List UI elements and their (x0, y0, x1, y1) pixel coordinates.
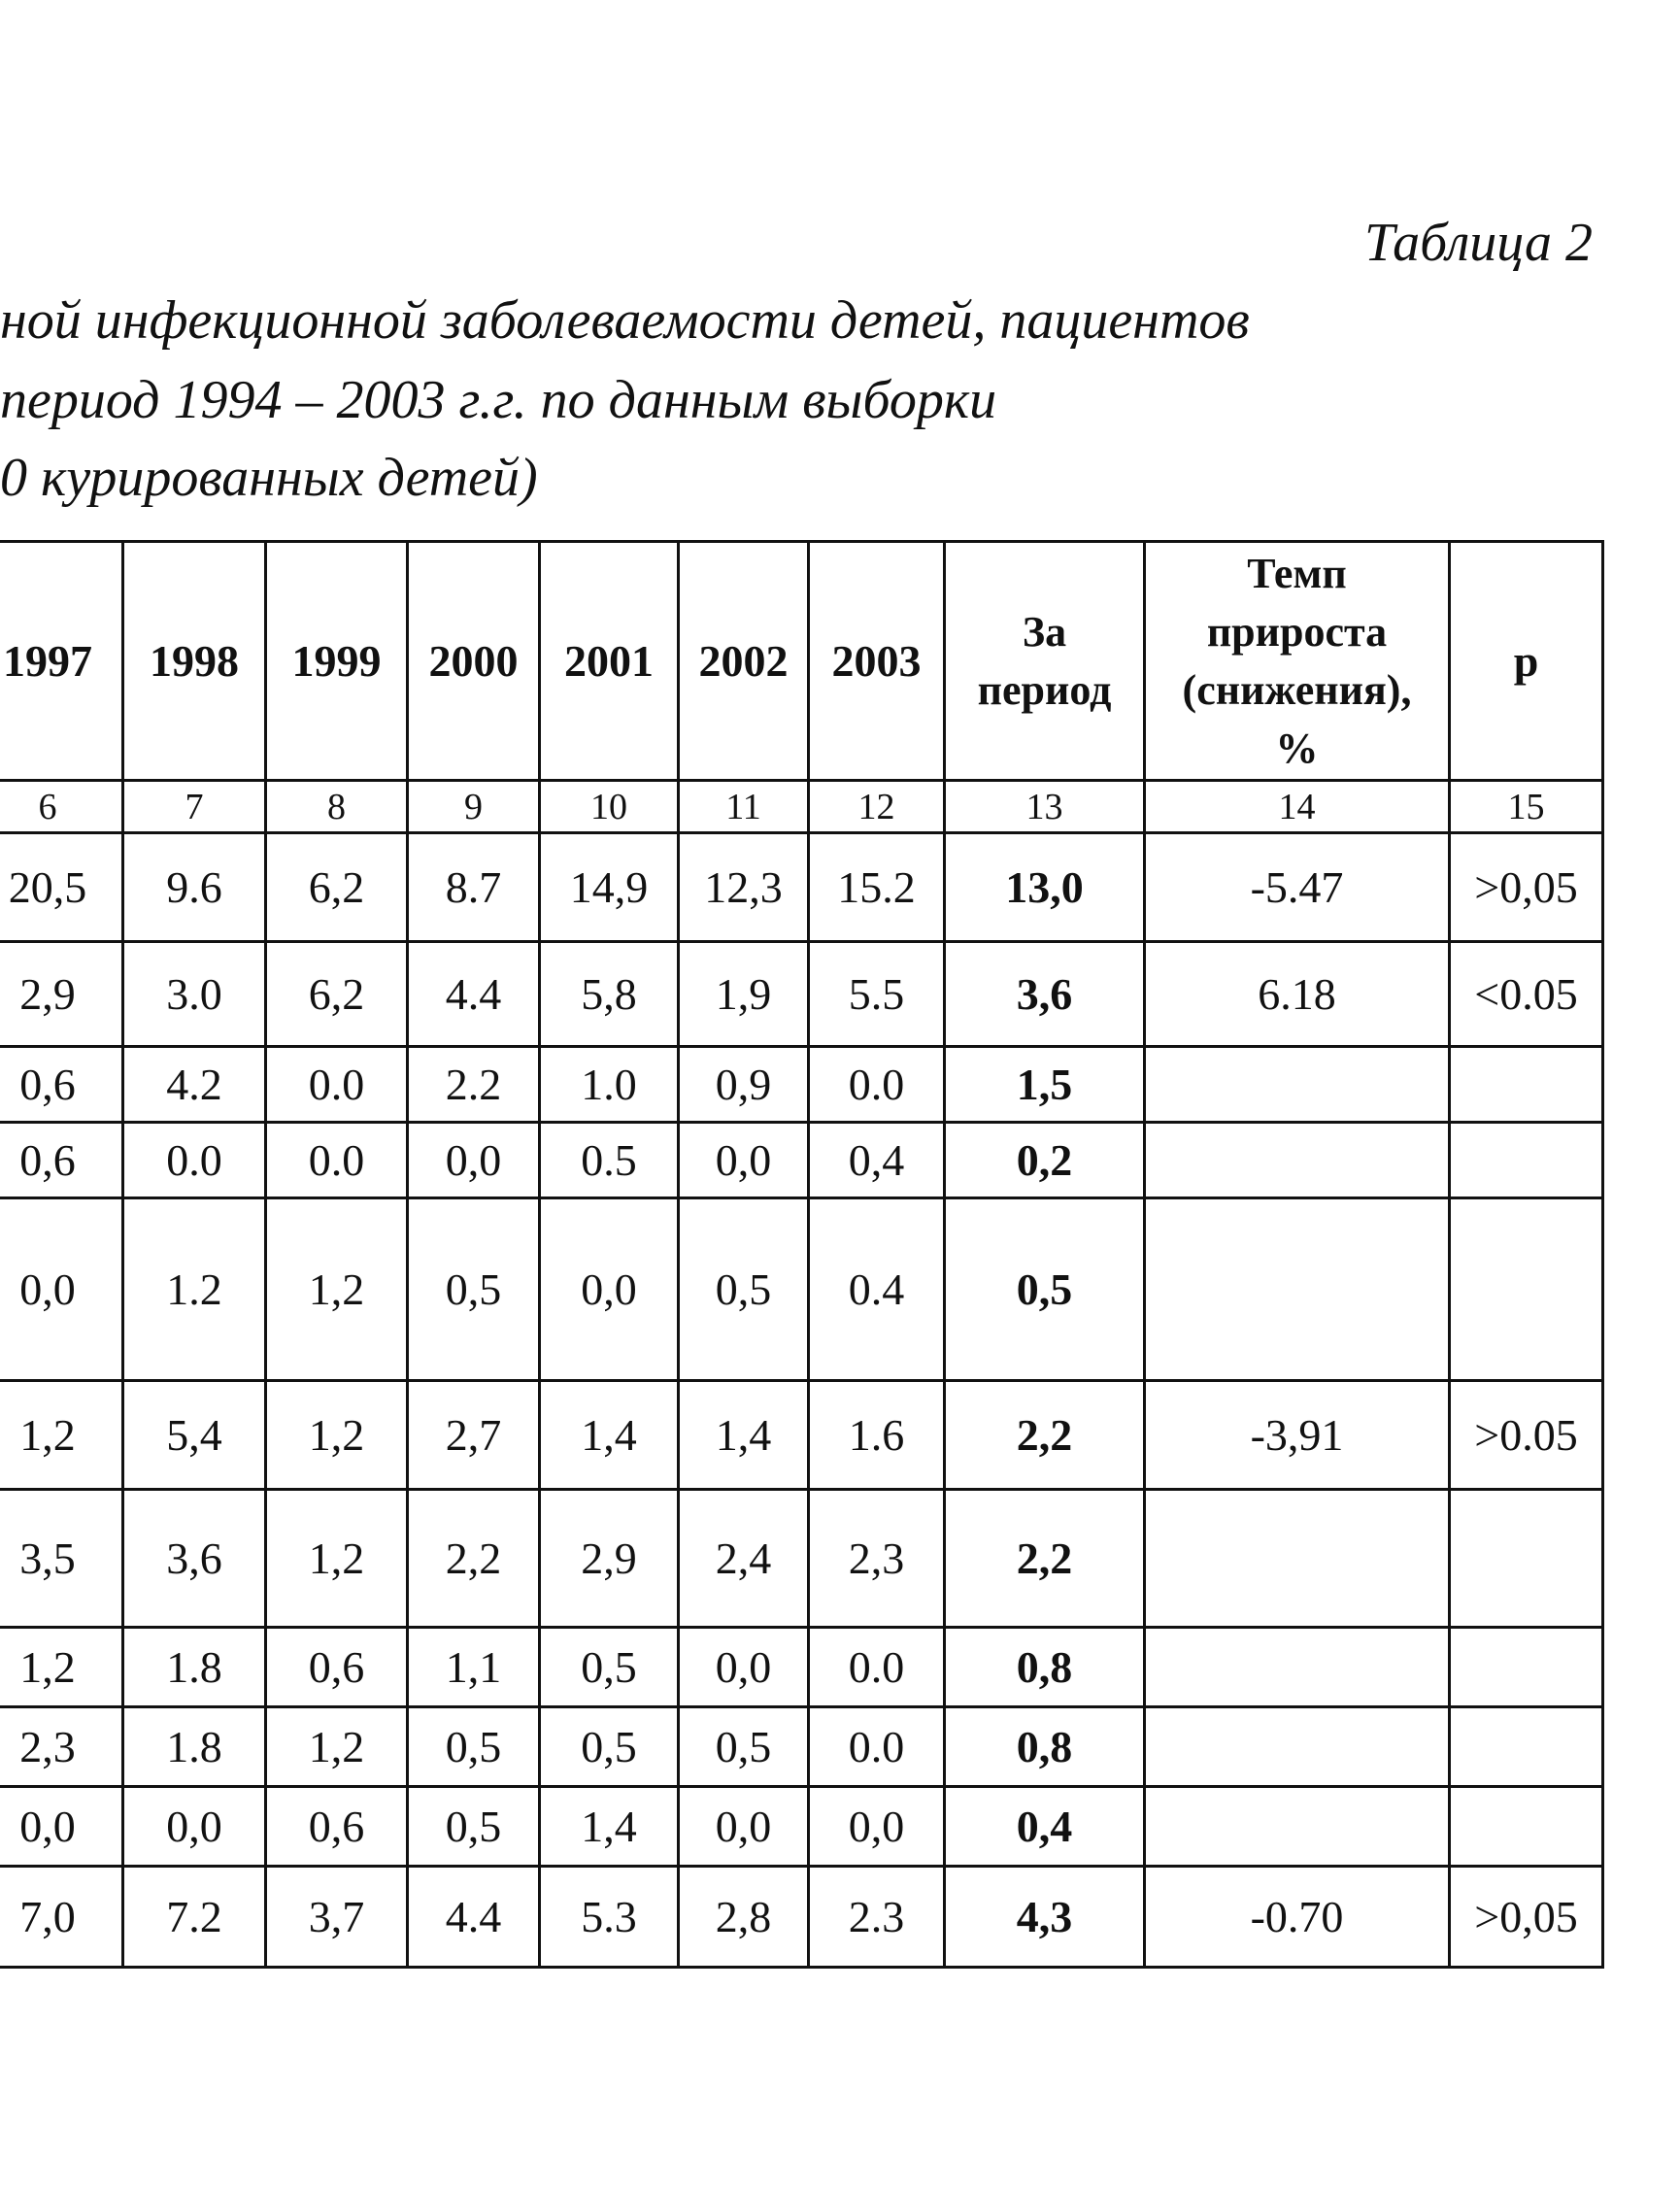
table-cell-y2003: 5.5 (809, 942, 945, 1047)
table-cell-growth (1145, 1047, 1450, 1123)
table-cell-y1999: 0,6 (266, 1628, 408, 1707)
table-row (0, 833, 1603, 942)
table-cell-growth: -3,91 (1145, 1381, 1450, 1490)
table-cell-period: 0,8 (945, 1628, 1145, 1707)
table-cell-y1997: 0,0 (0, 1787, 123, 1867)
table-row (0, 1490, 1603, 1628)
table-cell-y1997: 2,9 (0, 942, 123, 1047)
table-cell-y2003: 0,4 (809, 1123, 945, 1198)
table-cell-y2000: 0,5 (408, 1198, 540, 1381)
table-cell-y1997: 1,2 (0, 1381, 123, 1490)
col-header-2001: 2001 (540, 542, 679, 781)
table-cell-y2003: 2.3 (809, 1867, 945, 1968)
table-cell-growth: -0.70 (1145, 1867, 1450, 1968)
table-caption-line-2: период 1994 – 2003 г.г. по данным выборки (0, 370, 997, 430)
table-cell-y2000: 4.4 (408, 942, 540, 1047)
col-header-1997: 1997 (0, 542, 123, 781)
table-cell-y2000: 2,2 (408, 1490, 540, 1628)
table-cell-y2002: 2,8 (679, 1867, 809, 1968)
table-cell-y2003: 0.0 (809, 1628, 945, 1707)
table-cell-y2003: 1.6 (809, 1381, 945, 1490)
table-cell-p (1450, 1198, 1603, 1381)
table-cell-period: 2,2 (945, 1381, 1145, 1490)
table-cell-p (1450, 1123, 1603, 1198)
table-row (0, 1628, 1603, 1707)
table-cell-y2000: 2.2 (408, 1047, 540, 1123)
table-cell-y1999: 1,2 (266, 1490, 408, 1628)
table-cell-y2003: 0.0 (809, 1707, 945, 1787)
table-cell-y2002: 1,9 (679, 942, 809, 1047)
table-cell-y2002: 1,4 (679, 1381, 809, 1490)
table-cell-y1999: 1,2 (266, 1707, 408, 1787)
column-number: 13 (945, 781, 1145, 833)
table-cell-p: >0,05 (1450, 1867, 1603, 1968)
col-header-1999: 1999 (266, 542, 408, 781)
table-cell-y2002: 0,0 (679, 1787, 809, 1867)
table-cell-y1997: 1,2 (0, 1628, 123, 1707)
table-cell-period: 1,5 (945, 1047, 1145, 1123)
table-cell-y2000: 8.7 (408, 833, 540, 942)
table-cell-y1998: 1.2 (123, 1198, 266, 1381)
table-cell-y2000: 4.4 (408, 1867, 540, 1968)
table-cell-y2002: 0,9 (679, 1047, 809, 1123)
table-row (0, 1381, 1603, 1490)
table-row (0, 1787, 1603, 1867)
table-cell-y1999: 1,2 (266, 1381, 408, 1490)
table-row (0, 1707, 1603, 1787)
table-cell-y2002: 0,5 (679, 1198, 809, 1381)
table-cell-y1998: 7.2 (123, 1867, 266, 1968)
table-cell-period: 0,5 (945, 1198, 1145, 1381)
table-cell-y1999: 6,2 (266, 833, 408, 942)
table-cell-y1999: 1,2 (266, 1198, 408, 1381)
table-cell-y2000: 1,1 (408, 1628, 540, 1707)
table-cell-p (1450, 1628, 1603, 1707)
table-cell-y2001: 1,4 (540, 1787, 679, 1867)
table-cell-p (1450, 1490, 1603, 1628)
table-cell-y1997: 0,6 (0, 1123, 123, 1198)
header-row (0, 542, 1603, 781)
column-number: 6 (0, 781, 123, 833)
table-row (0, 1047, 1603, 1123)
table-cell-y1998: 9.6 (123, 833, 266, 942)
column-number: 15 (1450, 781, 1603, 833)
col-header-period-line: период (977, 665, 1112, 714)
table-cell-y2001: 14,9 (540, 833, 679, 942)
column-number: 10 (540, 781, 679, 833)
table-cell-growth (1145, 1628, 1450, 1707)
column-number: 8 (266, 781, 408, 833)
col-header-growth-line: (снижения), (1182, 665, 1412, 714)
table-cell-y1999: 6,2 (266, 942, 408, 1047)
table-cell-y2001: 1,4 (540, 1381, 679, 1490)
col-header-2000: 2000 (408, 542, 540, 781)
table-cell-period: 2,2 (945, 1490, 1145, 1628)
column-number: 11 (679, 781, 809, 833)
col-header-2002: 2002 (679, 542, 809, 781)
col-header-growth-line: % (1275, 724, 1319, 772)
table-cell-y2001: 0,5 (540, 1707, 679, 1787)
table-cell-p (1450, 1707, 1603, 1787)
table-cell-y1998: 3.0 (123, 942, 266, 1047)
table-cell-period: 4,3 (945, 1867, 1145, 1968)
table-cell-y2001: 0,5 (540, 1628, 679, 1707)
table-cell-y2002: 2,4 (679, 1490, 809, 1628)
table-cell-growth (1145, 1707, 1450, 1787)
table-cell-y2000: 0,5 (408, 1787, 540, 1867)
table-cell-y2001: 1.0 (540, 1047, 679, 1123)
table-caption-line-3: 0 курированных детей) (0, 448, 538, 508)
table-cell-y2001: 0.5 (540, 1123, 679, 1198)
table-cell-y1999: 3,7 (266, 1867, 408, 1968)
column-number: 14 (1145, 781, 1450, 833)
table-row (0, 942, 1603, 1047)
table-cell-period: 0,4 (945, 1787, 1145, 1867)
table-cell-y1998: 4.2 (123, 1047, 266, 1123)
column-number-row (0, 781, 1603, 833)
column-number: 7 (123, 781, 266, 833)
table-cell-y2001: 2,9 (540, 1490, 679, 1628)
table-cell-y2002: 0,0 (679, 1628, 809, 1707)
table-cell-y2003: 0,0 (809, 1787, 945, 1867)
table-cell-y1997: 0,0 (0, 1198, 123, 1381)
table-cell-y1997: 2,3 (0, 1707, 123, 1787)
col-header-p: р (1450, 542, 1603, 781)
table-cell-y1998: 1.8 (123, 1707, 266, 1787)
table-cell-growth (1145, 1123, 1450, 1198)
table-cell-growth: 6.18 (1145, 942, 1450, 1047)
table-cell-y2003: 2,3 (809, 1490, 945, 1628)
table-cell-y1998: 3,6 (123, 1490, 266, 1628)
table-cell-y2001: 5,8 (540, 942, 679, 1047)
column-number: 12 (809, 781, 945, 833)
col-header-1998: 1998 (123, 542, 266, 781)
table-cell-y1997: 0,6 (0, 1047, 123, 1123)
table-cell-period: 3,6 (945, 942, 1145, 1047)
incidence-table (0, 540, 1604, 1969)
table-cell-period: 0,2 (945, 1123, 1145, 1198)
table-cell-y2003: 0.0 (809, 1047, 945, 1123)
table-cell-y1998: 0.0 (123, 1123, 266, 1198)
col-header-growth-line: прироста (1206, 607, 1388, 656)
table-body (0, 833, 1603, 1968)
table-cell-growth (1145, 1490, 1450, 1628)
table-cell-y2003: 15.2 (809, 833, 945, 942)
table-cell-p (1450, 1047, 1603, 1123)
table-caption-line-1: ной инфекционной заболеваемости детей, пациентов (0, 290, 1250, 351)
table-cell-growth (1145, 1787, 1450, 1867)
table-row (0, 1867, 1603, 1968)
table-cell-y2000: 0,0 (408, 1123, 540, 1198)
table-cell-p: >0.05 (1450, 1381, 1603, 1490)
table-cell-growth (1145, 1198, 1450, 1381)
table-cell-y2003: 0.4 (809, 1198, 945, 1381)
table-row (0, 1198, 1603, 1381)
table-cell-y1999: 0.0 (266, 1123, 408, 1198)
table-cell-y1999: 0,6 (266, 1787, 408, 1867)
col-header-2003: 2003 (809, 542, 945, 781)
table-cell-p: >0,05 (1450, 833, 1603, 942)
col-header-period (945, 542, 1145, 781)
table-cell-y1998: 0,0 (123, 1787, 266, 1867)
table-cell-y2002: 0,5 (679, 1707, 809, 1787)
table-cell-y2002: 12,3 (679, 833, 809, 942)
column-number: 9 (408, 781, 540, 833)
table-label: Таблица 2 (1364, 213, 1593, 273)
col-header-growth (1145, 542, 1450, 781)
table-cell-p (1450, 1787, 1603, 1867)
table-cell-y1999: 0.0 (266, 1047, 408, 1123)
table-cell-period: 0,8 (945, 1707, 1145, 1787)
table-cell-growth: -5.47 (1145, 833, 1450, 942)
table-cell-y1997: 7,0 (0, 1867, 123, 1968)
table-cell-y1998: 1.8 (123, 1628, 266, 1707)
table-cell-y1997: 20,5 (0, 833, 123, 942)
table-row (0, 1123, 1603, 1198)
col-header-period-line: За (1022, 607, 1067, 656)
table-cell-y2000: 0,5 (408, 1707, 540, 1787)
table-cell-p: <0.05 (1450, 942, 1603, 1047)
table-cell-y2000: 2,7 (408, 1381, 540, 1490)
table-cell-y2002: 0,0 (679, 1123, 809, 1198)
table-cell-y1997: 3,5 (0, 1490, 123, 1628)
table-cell-y2001: 0,0 (540, 1198, 679, 1381)
col-header-growth-line: Темп (1247, 549, 1347, 597)
table-cell-y2001: 5.3 (540, 1867, 679, 1968)
table-cell-y1998: 5,4 (123, 1381, 266, 1490)
table-cell-period: 13,0 (945, 833, 1145, 942)
